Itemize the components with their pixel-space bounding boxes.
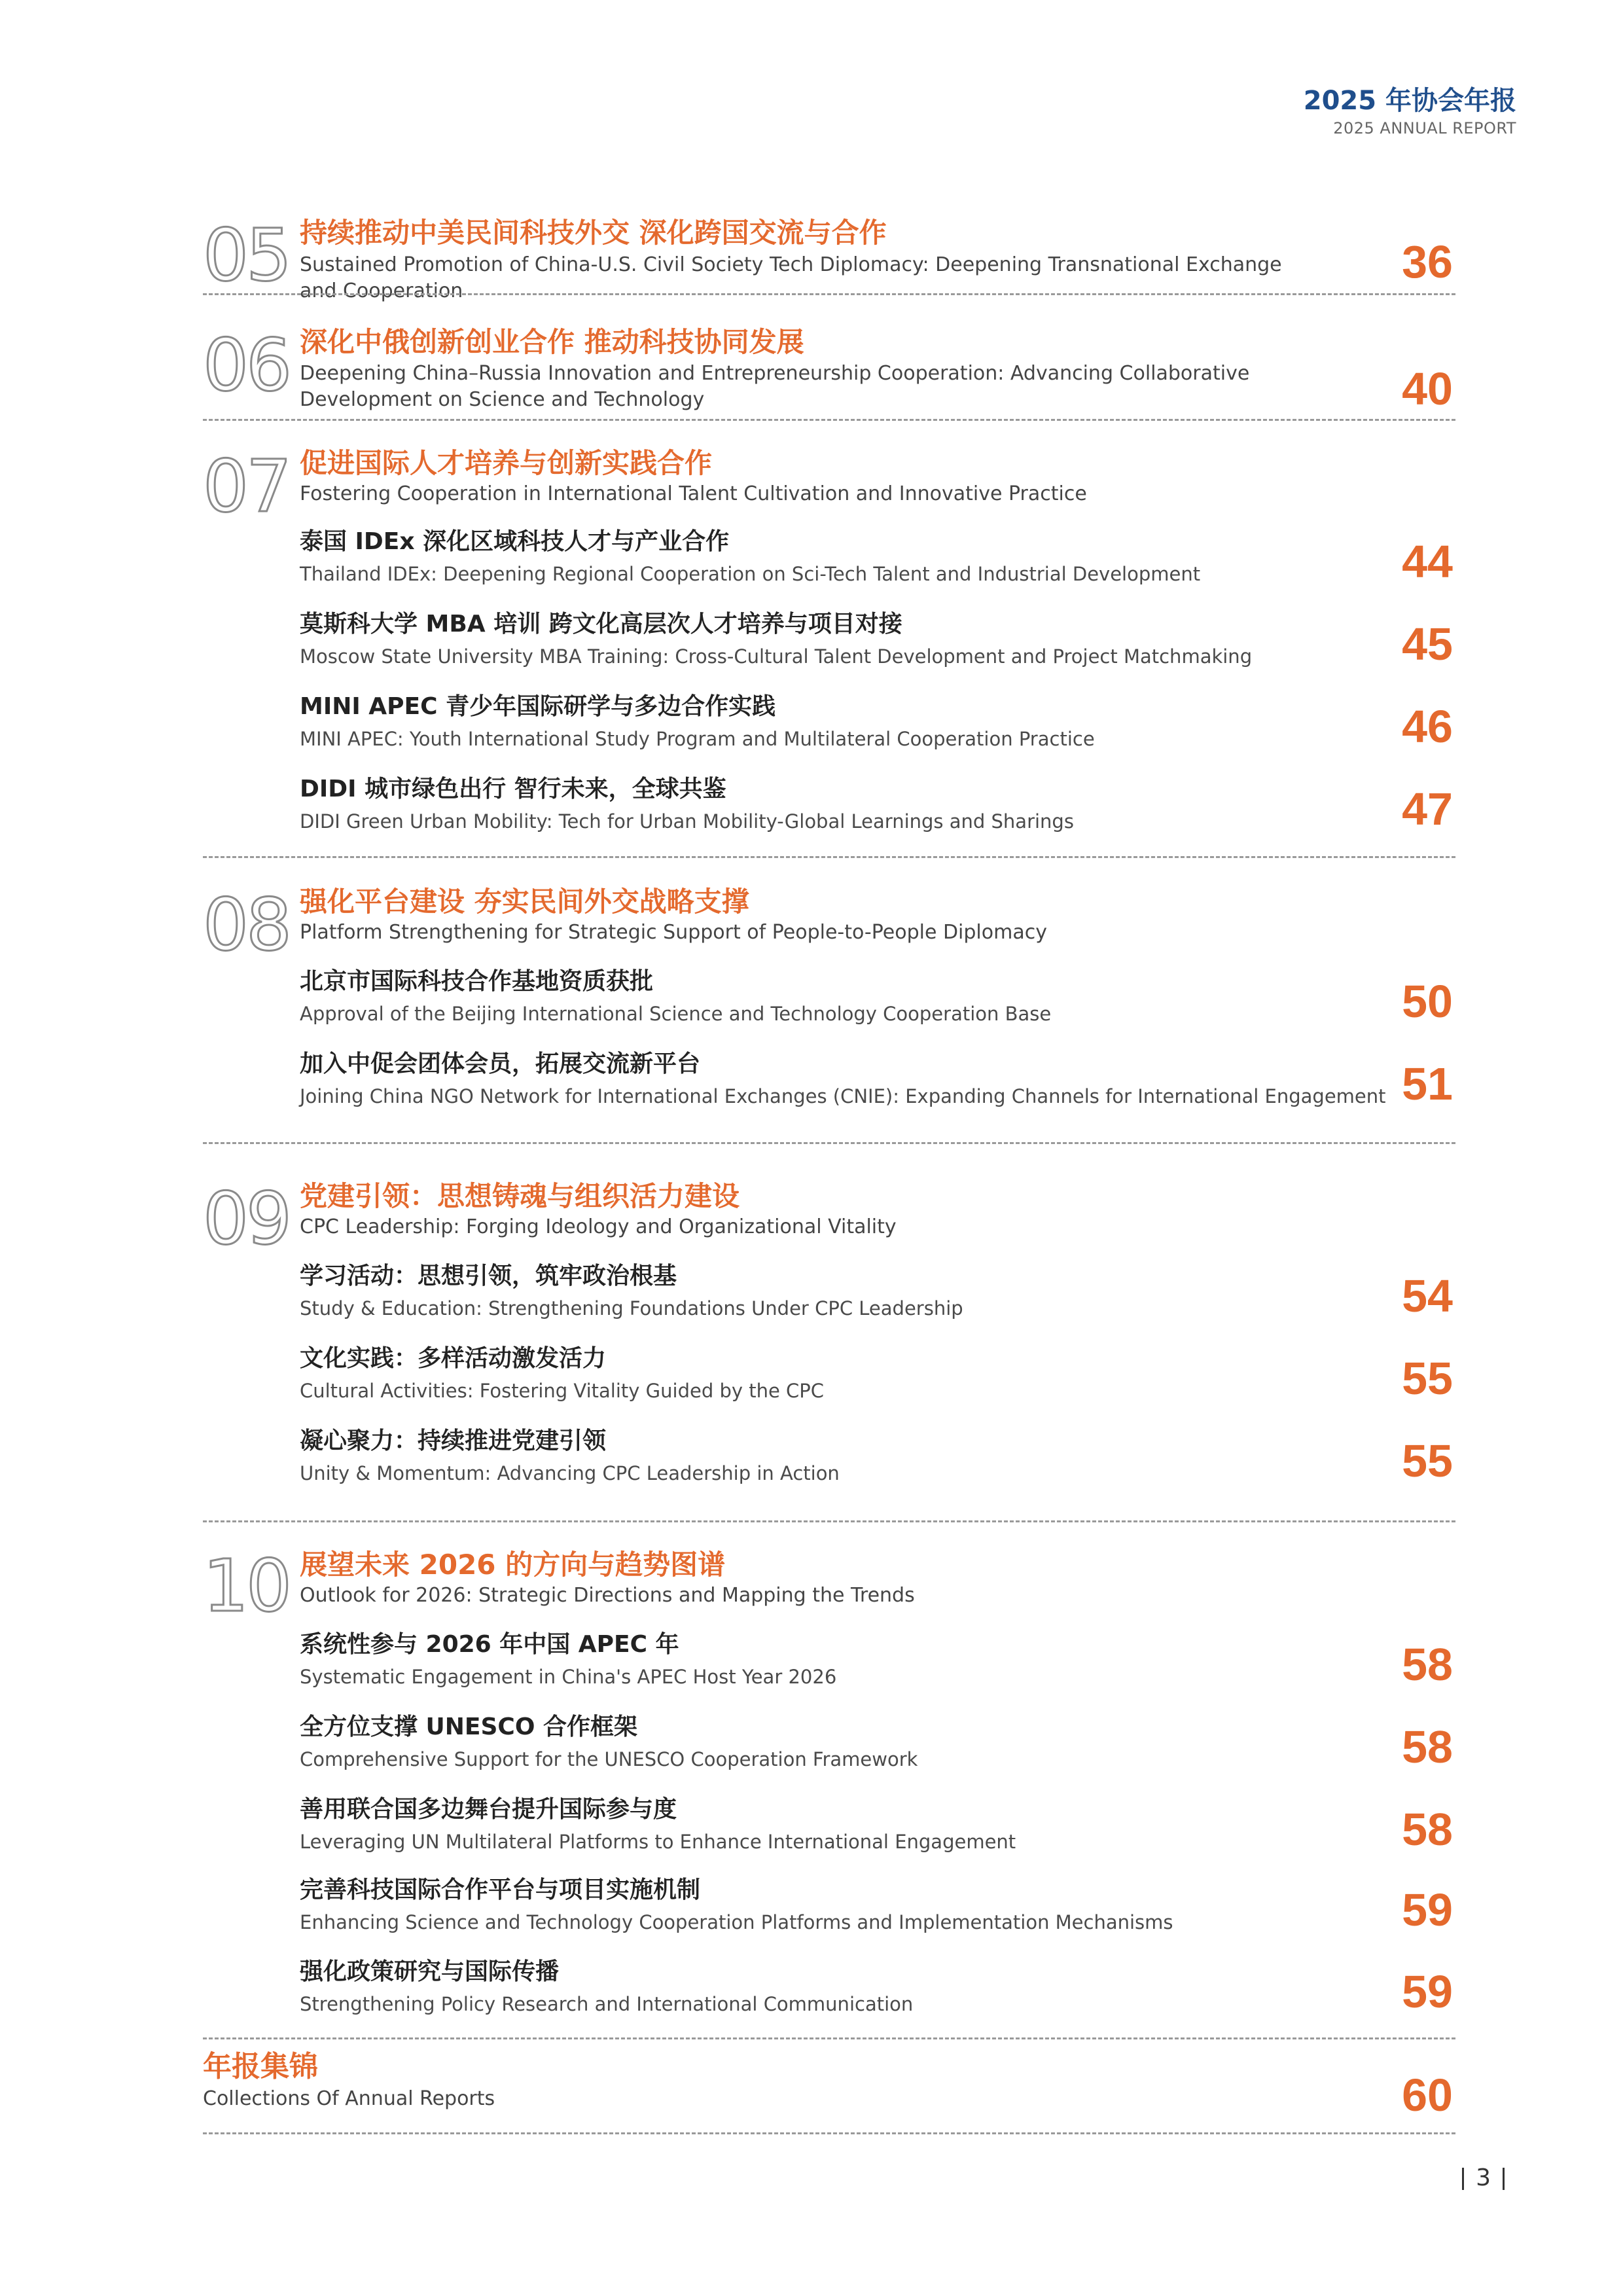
section-05-title-en: Sustained Promotion of China-U.S. Civil Society Tech Diplomacy: Deepening Transnational Exchange and Cooperation [300,253,1282,302]
item-en: Approval of the Beijing International Science and Technology Cooperation Base [300,1003,1052,1025]
item-zh[interactable]: 善用联合国多边舞台提升国际参与度 [300,1796,677,1823]
section-09-title-en: CPC Leadership: Forging Ideology and Organizational Vitality [300,1215,897,1238]
collections-page[interactable]: 60 [1402,2070,1453,2121]
divider [203,419,1455,421]
item-zh[interactable]: 系统性参与 2026 年中国 APEC 年 [300,1631,679,1658]
item-page[interactable]: 55 [1402,1353,1453,1404]
section-number-05: 05 [203,213,289,297]
item-page[interactable]: 47 [1402,783,1453,834]
section-05-page[interactable]: 36 [1402,236,1453,287]
item-page[interactable]: 50 [1402,976,1453,1027]
item-zh[interactable]: 莫斯科大学 MBA 培训 跨文化高层次人才培养与项目对接 [300,611,902,637]
item-zh[interactable]: 学习活动：思想引领，筑牢政治根基 [300,1263,677,1289]
section-06-title-zh[interactable]: 深化中俄创新创业合作 推动科技协同发展 [300,326,804,358]
item-page[interactable]: 45 [1402,619,1453,670]
item-page[interactable]: 58 [1402,1804,1453,1855]
page-number-value: 3 [1476,2164,1491,2191]
section-09-title-zh[interactable]: 党建引领：思想铸魂与组织活力建设 [300,1180,740,1212]
divider [203,1520,1455,1522]
section-06-title-en: Deepening China–Russia Innovation and Entrepreneurship Cooperation: Advancing Collaborative Development on Science and Technology [300,362,1250,411]
item-page[interactable]: 55 [1402,1435,1453,1486]
item-en: DIDI Green Urban Mobility: Tech for Urban Mobility-Global Learnings and Sharings [300,810,1074,833]
section-10-title-zh[interactable]: 展望未来 2026 的方向与趋势图谱 [300,1549,726,1581]
item-en: Strengthening Policy Research and International Communication [300,1993,914,2015]
section-10-title-en: Outlook for 2026: Strategic Directions and Mapping the Trends [300,1584,915,1607]
divider [203,1142,1455,1144]
section-08-title-en: Platform Strengthening for Strategic Support of People-to-People Diplomacy [300,921,1047,944]
report-subtitle: 2025 ANNUAL REPORT [1333,119,1516,137]
divider [203,293,1455,295]
item-zh[interactable]: 文化实践：多样活动激发活力 [300,1345,607,1372]
item-zh[interactable]: 加入中促会团体会员，拓展交流新平台 [300,1050,701,1077]
item-page[interactable]: 58 [1402,1639,1453,1690]
page-number-bar-right [1503,2168,1505,2190]
item-page[interactable]: 44 [1402,536,1453,587]
item-zh[interactable]: 完善科技国际合作平台与项目实施机制 [300,1876,701,1903]
item-zh[interactable]: DIDI 城市绿色出行 智行未来，全球共鉴 [300,776,726,802]
item-en: MINI APEC: Youth International Study Program and Multilateral Cooperation Practice [300,728,1095,750]
item-en: Enhancing Science and Technology Cooperation Platforms and Implementation Mechanisms [300,1911,1173,1933]
page-number-bar-left [1462,2168,1464,2190]
collections-title-zh[interactable]: 年报集锦 [203,2050,318,2083]
item-en: Thailand IDEx: Deepening Regional Cooperation on Sci-Tech Talent and Industrial Development [300,563,1201,585]
item-page[interactable]: 46 [1402,701,1453,752]
item-zh[interactable]: 强化政策研究与国际传播 [300,1958,560,1985]
item-zh[interactable]: 北京市国际科技合作基地资质获批 [300,968,654,995]
section-number-08: 08 [203,883,289,967]
divider [203,856,1455,858]
divider [203,2132,1455,2134]
page-number [1450,2164,1516,2193]
section-07-title-en: Fostering Cooperation in International Talent Cultivation and Innovative Practice [300,482,1087,505]
running-header [1304,84,1516,139]
item-en: Systematic Engagement in China's APEC Host Year 2026 [300,1666,837,1688]
section-number-10: 10 [203,1544,289,1628]
item-page[interactable]: 51 [1402,1058,1453,1109]
section-08-title-zh[interactable]: 强化平台建设 夯实民间外交战略支撑 [300,886,749,918]
item-en: Comprehensive Support for the UNESCO Cooperation Framework [300,1748,918,1770]
item-page[interactable]: 54 [1402,1270,1453,1321]
section-07-title-zh[interactable]: 促进国际人才培养与创新实践合作 [300,447,713,479]
item-en: Moscow State University MBA Training: Cross-Cultural Talent Development and Project Matchmaking [300,645,1253,668]
item-page[interactable]: 59 [1402,1966,1453,2017]
collections-title-en: Collections Of Annual Reports [203,2087,495,2110]
item-en: Unity & Momentum: Advancing CPC Leadership in Action [300,1462,840,1484]
item-en: Cultural Activities: Fostering Vitality Guided by the CPC [300,1380,825,1402]
item-en: Joining China NGO Network for International Exchanges (CNIE): Expanding Channels for International Engagement [300,1085,1386,1107]
item-en: Leveraging UN Multilateral Platforms to Enhance International Engagement [300,1831,1016,1853]
divider [203,2037,1455,2039]
section-05-title-zh[interactable]: 持续推动中美民间科技外交 深化跨国交流与合作 [300,217,887,249]
section-number-06: 06 [203,323,289,407]
section-number-07: 07 [203,444,289,528]
item-zh[interactable]: 泰国 IDEx 深化区域科技人才与产业合作 [300,528,730,555]
item-en: Study & Education: Strengthening Foundations Under CPC Leadership [300,1297,963,1319]
item-zh[interactable]: MINI APEC 青少年国际研学与多边合作实践 [300,693,776,720]
section-06-page[interactable]: 40 [1402,363,1453,414]
item-page[interactable]: 58 [1402,1721,1453,1772]
item-zh[interactable]: 凝心聚力：持续推进党建引领 [300,1427,607,1454]
section-number-09: 09 [203,1177,289,1261]
item-page[interactable]: 59 [1402,1884,1453,1935]
item-zh[interactable]: 全方位支撑 UNESCO 合作框架 [300,1713,637,1740]
report-title: 2025 年协会年报 [1303,86,1516,116]
